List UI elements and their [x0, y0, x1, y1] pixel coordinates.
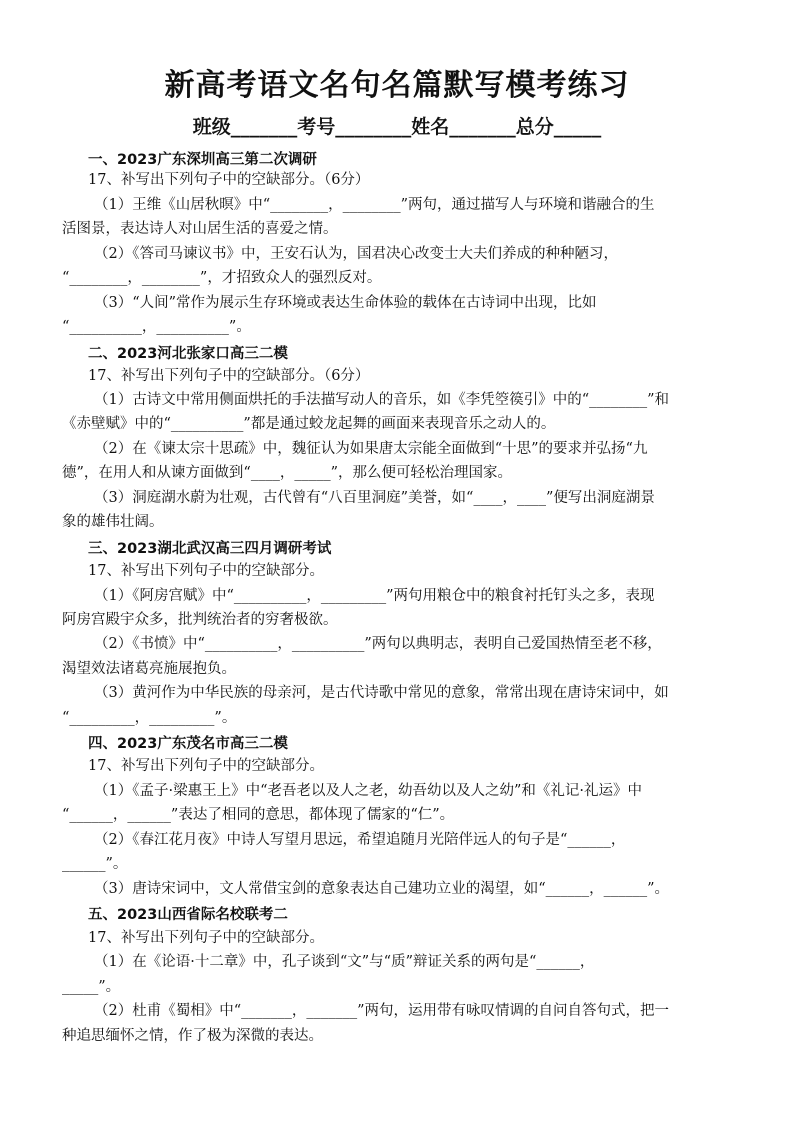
question-line: （1）《阿房宫赋》中“__________，_________”两句用粮仓中的粮食衬托钉头之多，表现 — [94, 588, 655, 604]
section-heading: 三、2023湖北武汉高三四月调研考试 — [88, 541, 332, 557]
question-line: 17、补写出下列句子中的空缺部分。 — [88, 930, 324, 946]
question-line: （1）古诗文中常用侧面烘托的手法描写动人的音乐，如《李凭箜篌引》中的“________”和 — [94, 392, 670, 408]
question-line: 17、补写出下列句子中的空缺部分。 — [88, 563, 324, 579]
question-line: 活图景，表达诗人对山居生活的喜爱之情。 — [62, 221, 338, 237]
question-line: （3）洞庭湖水蔚为壮观，古代曾有“八百里洞庭”美誉，如“____，____”便写出洞庭湖景 — [94, 490, 655, 506]
question-line: （1）在《论语·十二章》中，孔子谈到“文”与“质”辩证关系的两句是“______， — [94, 954, 595, 970]
question-line: （3）唐诗宋词中，文人常借宝剑的意象表达自己建功立业的渴望，如“______，______”。 — [94, 881, 670, 897]
question-line: 17、补写出下列句子中的空缺部分。（6分） — [88, 368, 370, 384]
question-line: 种追思缅怀之情，作了极为深微的表达。 — [62, 1028, 323, 1044]
question-line: （2）在《谏太宗十思疏》中，魏征认为如果唐太宗能全面做到“十思”的要求并弘扬“九 — [94, 441, 648, 457]
question-line: “________，________”，才招致众人的强烈反对。 — [62, 270, 382, 286]
question-line: 象的雄伟壮阔。 — [62, 514, 164, 530]
question-line: 17、补写出下列句子中的空缺部分。 — [88, 758, 324, 774]
page-title: 新高考语文名句名篇默写模考练习 — [164, 68, 630, 103]
question-line: “______，______”表达了相同的意思，都体现了儒家的“仁”。 — [62, 807, 455, 823]
student-info-line: 班级_______考号________姓名_______总分_____ — [192, 116, 602, 138]
section-heading: 四、2023广东茂名市高三二模 — [88, 736, 288, 752]
question-line: （2）《答司马谏议书》中，王安石认为，国君决心改变士大夫们养成的种种陋习， — [94, 246, 618, 262]
question-line: “__________，__________”。 — [62, 319, 251, 335]
question-line: ______”。 — [62, 856, 128, 872]
question-line: 17、补写出下列句子中的空缺部分。（6分） — [88, 172, 370, 188]
question-line: （1）王维《山居秋暝》中“________，________”两句，通过描写人与环境和谐融合的生 — [94, 197, 655, 213]
question-line: （1）《孟子·梁惠王上》中“老吾老以及人之老，幼吾幼以及人之幼”和《礼记·礼运》中 — [94, 783, 643, 799]
question-line: “_________，_________”。 — [62, 710, 237, 726]
question-line: _____”。 — [62, 979, 121, 995]
section-heading: 一、2023广东深圳高三第二次调研 — [88, 152, 317, 168]
question-line: 德”，在用人和从谏方面做到“____，_____”，那么便可轻松治理国家。 — [62, 465, 512, 481]
question-line: 渴望效法诸葛亮施展抱负。 — [62, 661, 236, 677]
question-line: 《赤壁赋》中的“__________”都是通过蛟龙起舞的画面来表现音乐之动人的。 — [62, 416, 556, 432]
section-heading: 二、2023河北张家口高三二模 — [88, 346, 288, 362]
question-line: （2）《春江花月夜》中诗人写望月思远，希望追随月光陪伴远人的句子是“______， — [94, 832, 626, 848]
question-line: 阿房宫殿宇众多，批判统治者的穷奢极欲。 — [62, 612, 338, 628]
question-line: （2）杜甫《蜀相》中“_______，_______”两句，运用带有咏叹情调的自问自答句式，把一 — [94, 1003, 670, 1019]
question-line: （2）《书愤》中“__________，__________”两句以典明志，表明自己爱国热情至老不移， — [94, 636, 662, 652]
question-line: （3）黄河作为中华民族的母亲河，是古代诗歌中常见的意象，常常出现在唐诗宋词中，如 — [94, 685, 669, 701]
question-line: （3）“人间”常作为展示生存环境或表达生命体验的载体在古诗词中出现，比如 — [94, 295, 597, 311]
section-heading: 五、2023山西省际名校联考二 — [88, 907, 288, 923]
